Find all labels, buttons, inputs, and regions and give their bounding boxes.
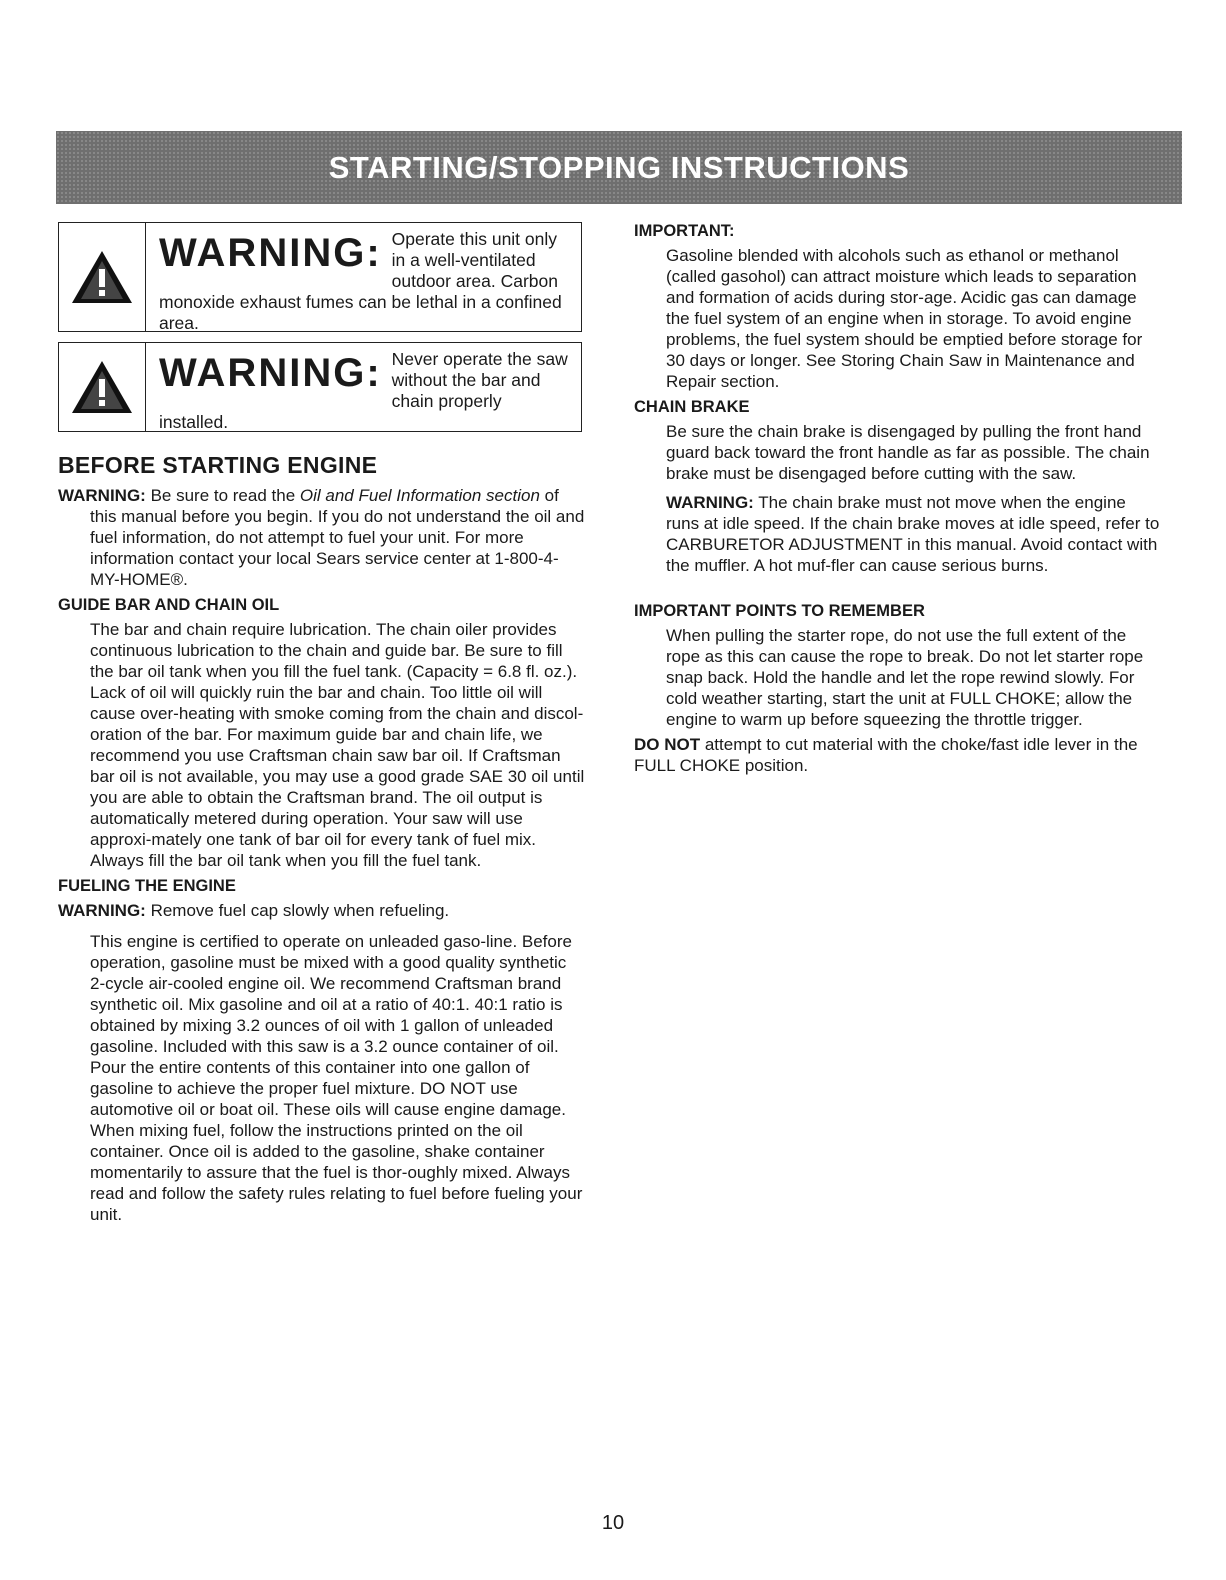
important-points-heading: IMPORTANT POINTS TO REMEMBER [634,602,925,620]
warning-box-ventilation [58,222,582,332]
before-starting-warning [58,485,586,590]
important-heading: IMPORTANT: [634,222,735,240]
warning-text: The chain brake must not move when the engine runs at idle speed. If the chain brake moves at idle speed, refer to CARBURETOR ADJUSTMENT in this manual. Avoid contact with the muffler. A hot muf-fler can cause serious burns. [666,493,1160,575]
warning-body [159,229,573,334]
warning-triangle-icon [70,359,134,415]
warning-text-post: of this manual before you begin. If you do not understand the oil and fuel information, do not attempt to fuel your unit. For more information contact your local Sears service center at 1-800-4-MY-HOME®. [90,486,585,589]
important-text: Gasoline blended with alcohols such as ethanol or methanol (called gasohol) can attract moisture which leads to separation and formation of acids during stor-age. Acidic gas can damage the fuel system of an engine when in storage. To avoid engine problems, the fuel system should be emptied before storage for 30 days or longer. See Storing Chain Saw in Maintenance and Repair section. [666,246,1143,391]
warning-icon-cell [59,223,146,331]
fueling-heading: FUELING THE ENGINE [58,877,236,895]
chain-brake-warning [666,492,1162,576]
left-column [56,222,586,1229]
fueling-text: This engine is certified to operate on unleaded gaso-line. Before operation, gasoline must be mixed with a good quality synthetic 2-cycle air-cooled engine oil. We recommend Craftsman brand synthetic oil. Mix gasoline and oil at a ratio of 40:1. 40:1 ratio is obtained by mixing 3.2 ounces of oil with 1 gallon of unleaded gasoline. Included with this saw is a 3.2 ounce container of oil. Pour the entire contents of this container into one gallon of gasoline to achieve the proper fuel mixture. DO NOT use automotive oil or boat oil. These oils will cause engine damage. When mixing fuel, follow the instructions printed on the oil container. Once oil is added to the gasoline, shake container momentarily to assure that the fuel is thor-oughly mixed. Always read and follow the safety rules relating to fuel before fueling your unit. [90,932,583,1224]
warning-body [159,349,573,433]
warning-label: WARNING: [666,493,754,512]
warning-label: WARNING: [58,486,146,505]
do-not-text: attempt to cut material with the choke/fast idle lever in the FULL CHOKE position. [634,735,1138,775]
warning-box-bar-chain [58,342,582,432]
warning-text: Never operate the saw without the bar and chain properly installed. [159,349,568,432]
warning-triangle-icon [70,249,134,305]
do-not-note [634,734,1162,776]
warning-text-italic: Oil and Fuel Information section [299,486,540,505]
warning-text: Remove fuel cap slowly when refueling. [150,901,450,920]
guide-bar-heading: GUIDE BAR AND CHAIN OIL [58,596,280,614]
warning-word: WARNING: [159,231,382,275]
page-number: 10 [601,1512,625,1534]
chain-brake-text: Be sure the chain brake is disengaged by pulling the front hand guard back toward the front handle as far as possible. The chain brake must be disengaged before cutting with the saw. [666,422,1150,483]
right-column [632,222,1162,780]
warning-text: Operate this unit only in a well-ventilated outdoor area. Carbon monoxide exhaust fumes can be lethal in a confined area. [159,229,562,333]
warning-text-pre: Be sure to read the [150,486,300,505]
warning-label: WARNING: [58,901,146,920]
important-points-text: When pulling the starter rope, do not use the full extent of the rope as this can cause the rope to break. Do not let starter rope snap back. Hold the handle and let the rope rewind slowly. For cold weather starting, start the unit at FULL CHOKE; allow the engine to warm up before squeezing the throttle trigger. [666,626,1144,729]
guide-bar-text: The bar and chain require lubrication. The chain oiler provides continuous lubrication to the chain and guide bar. Be sure to fill the bar oil tank when you fill the fuel tank. (Capacity = 6.8 fl. oz.). Lack of oil will quickly ruin the bar and chain. Too little oil will cause over-heating with smoke coming from the chain and discol-oration of the bar. For maximum guide bar and chain life, we recommend you use Craftsman chain saw bar oil. If Craftsman bar oil is not available, you may use a good grade SAE 30 oil until you are able to obtain the Craftsman brand. The oil output is automatically metered during operation. Your saw will use approxi-mately one tank of bar oil for every tank of fuel mix. Always fill the bar oil tank when you fill the fuel tank. [90,620,585,870]
warning-word: WARNING: [159,351,382,395]
warning-icon-cell [59,343,146,431]
fueling-warning [58,900,586,921]
do-not-label: DO NOT [634,735,701,754]
chain-brake-heading: CHAIN BRAKE [634,398,750,416]
banner-title: STARTING/STOPPING INSTRUCTIONS [328,149,910,185]
before-starting-heading: BEFORE STARTING ENGINE [58,452,378,478]
section-banner [56,131,1182,204]
